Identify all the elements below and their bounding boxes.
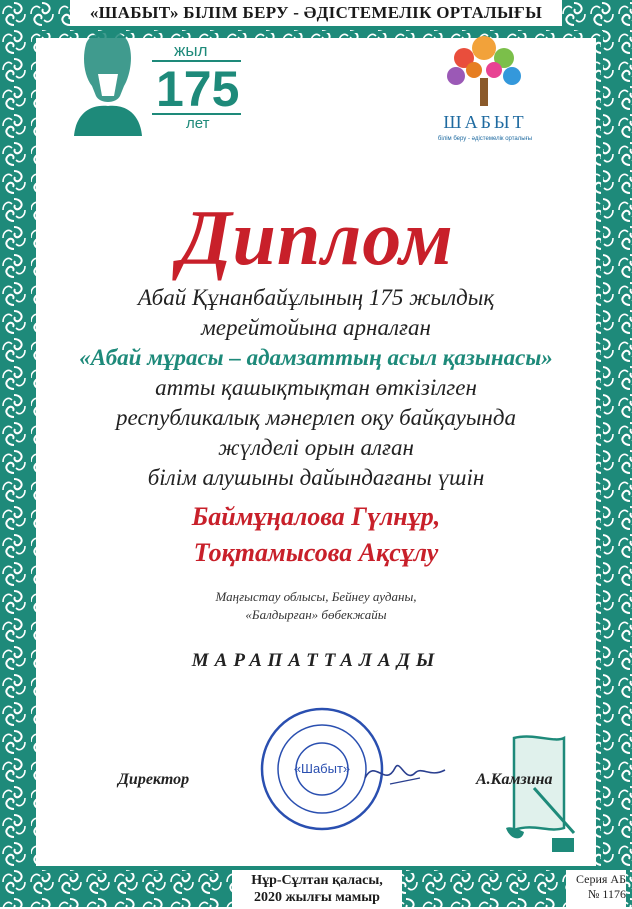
body-line-4: атты қашықтықтан өткізілген bbox=[155, 375, 477, 400]
awarded-heading: МАРАПАТТАЛАДЫ bbox=[191, 650, 441, 671]
body-line-1: Абай Құнанбайұлының 175 жылдық bbox=[137, 285, 495, 310]
body-line-6: жүлделі орын алған bbox=[218, 435, 414, 460]
recipient-names bbox=[0, 499, 632, 571]
recipient-name-1: Баймұңалова Гүлнұр, bbox=[191, 502, 441, 531]
organization-banner: «ШАБЫТ» БІЛІМ БЕРУ - ӘДІСТЕМЕЛІК ОРТАЛЫҒЫ bbox=[70, 0, 562, 26]
issue-place-date bbox=[232, 870, 402, 909]
contest-title-text: «Абай мұрасы – адамзаттың асыл қазынасы» bbox=[79, 345, 553, 370]
abai-175-logo bbox=[56, 24, 246, 139]
svg-text:лет: лет bbox=[186, 115, 210, 132]
svg-text:ШАБЫТ: ШАБЫТ bbox=[443, 112, 527, 132]
director-label: Директор bbox=[118, 771, 190, 788]
signature-mark bbox=[360, 748, 450, 798]
scroll-quill-icon bbox=[494, 728, 584, 858]
signer-name: А.Камзина bbox=[476, 771, 553, 788]
svg-text:жыл: жыл bbox=[174, 41, 208, 60]
body-line-5: республикалық мәнерлеп оқу байқауында bbox=[116, 405, 516, 430]
stamp-center-text: «Шабыт» bbox=[293, 761, 351, 776]
certificate-number: № 1176 bbox=[587, 887, 626, 901]
svg-text:175: 175 bbox=[156, 61, 240, 117]
svg-text:білім беру - әдістемелік ортал: білім беру - әдістемелік орталығы bbox=[437, 136, 533, 142]
series-number bbox=[566, 870, 626, 909]
issue-city: Нұр-Сұлтан қаласы, bbox=[251, 873, 383, 888]
contest-title bbox=[60, 343, 572, 373]
body-line-7: білім алушыны дайындағаны үшін bbox=[147, 465, 485, 490]
tree-icon bbox=[447, 36, 521, 106]
region-line-1: Маңғыстау облысы, Бейнеу ауданы, bbox=[215, 589, 417, 604]
body-line-2: мерейтойына арналған bbox=[201, 315, 431, 340]
issue-date: 2020 жылғы мамыр bbox=[254, 890, 380, 905]
series-label: Серия АБ bbox=[576, 872, 626, 886]
region-line-2: «Балдырған» бөбекжайы bbox=[245, 607, 387, 622]
recipient-region bbox=[0, 588, 632, 624]
shabyt-logo bbox=[420, 20, 550, 150]
recipient-name-2: Тоқтамысова Ақсұлу bbox=[193, 538, 439, 567]
anniversary-text bbox=[152, 41, 241, 132]
diploma-title: Диплом bbox=[178, 194, 454, 281]
